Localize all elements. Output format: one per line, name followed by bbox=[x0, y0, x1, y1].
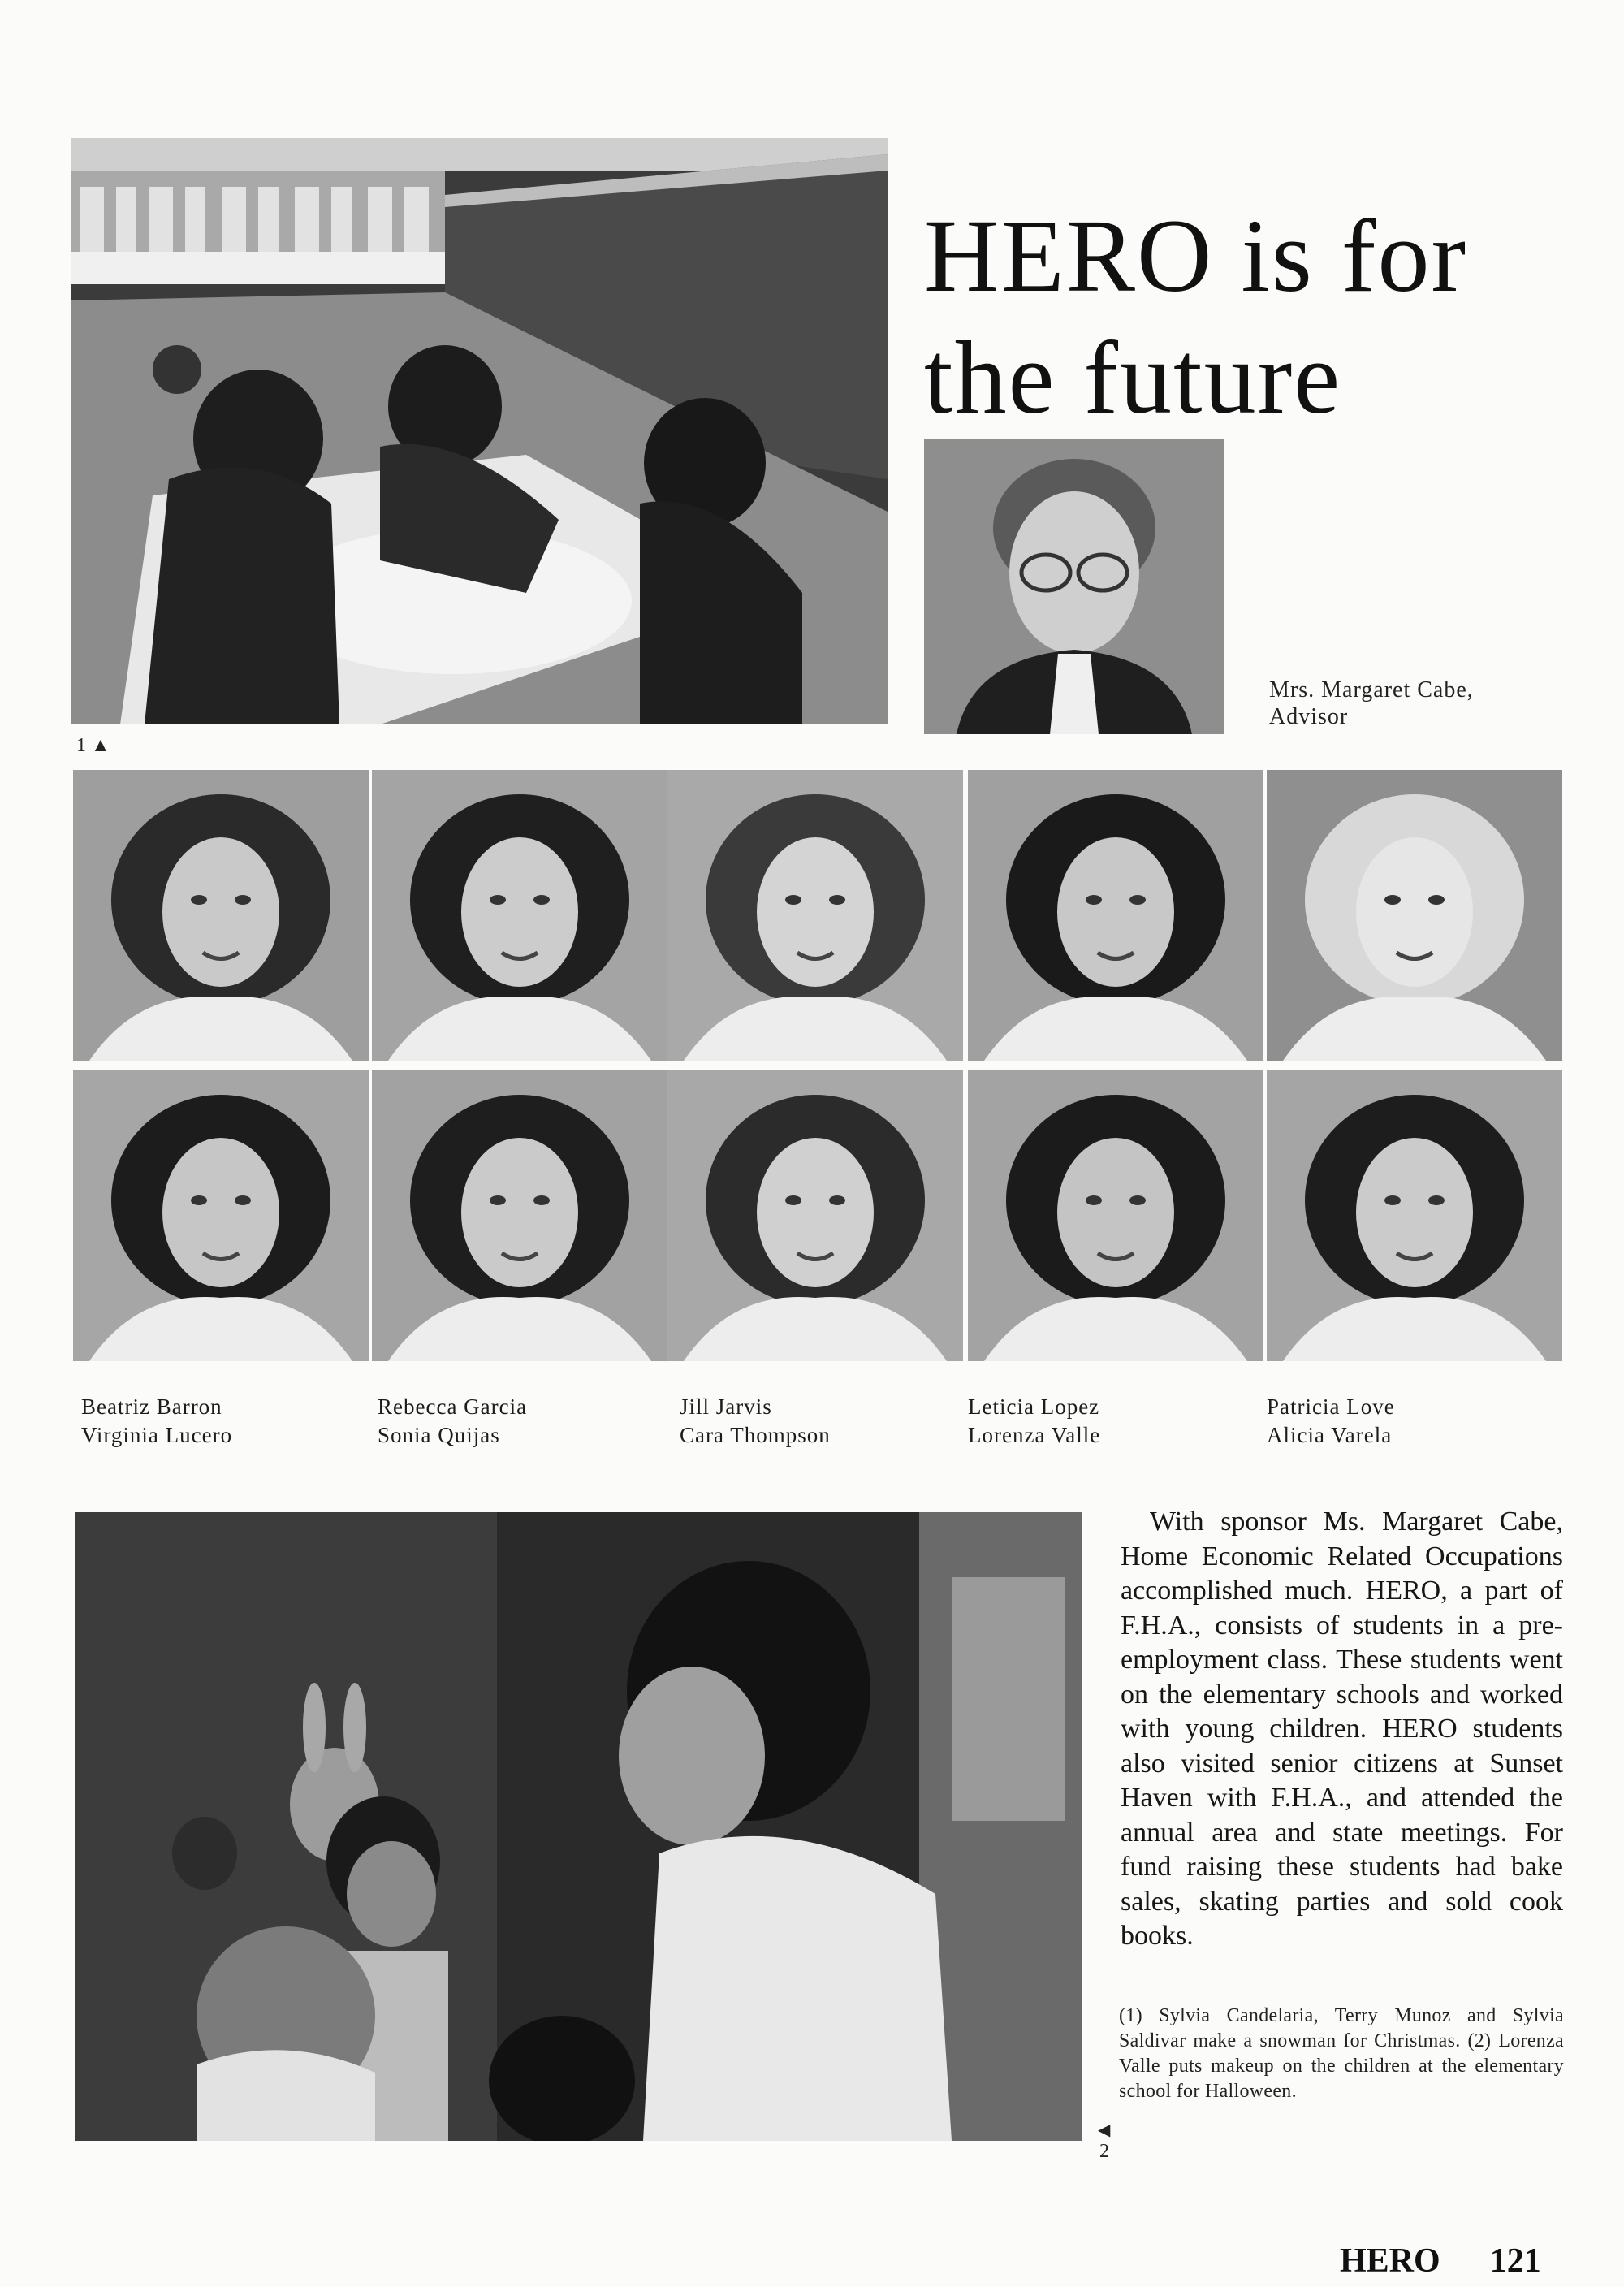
student-portrait bbox=[372, 770, 667, 1061]
portrait-grid bbox=[73, 770, 1564, 1361]
page-title: HERO is for the future bbox=[924, 198, 1468, 435]
halloween-photo bbox=[75, 1512, 1082, 2141]
name-column-3 bbox=[680, 1393, 956, 1450]
article-body: With sponsor Ms. Margaret Cabe, Home Economic Related Occupations accomplished much. HERO, a part of F.H.A., consists of students in a pre-employment class. These students went on the elementary schools and worked with young children. HERO students also visited senior citizens at Sunset Haven with F.H.A., and attended the annual area and state meetings. For fund raising these students had bake sales, skating parties and sold cook books. bbox=[1121, 1507, 1563, 1951]
student-portrait bbox=[73, 1070, 369, 1361]
student-portrait bbox=[667, 770, 963, 1061]
page-footer bbox=[1340, 2242, 1583, 2281]
student-portrait bbox=[1267, 770, 1562, 1061]
name-top: Rebecca Garcia bbox=[378, 1394, 528, 1419]
classroom-photo bbox=[71, 138, 888, 724]
student-portrait bbox=[968, 770, 1263, 1061]
name-list bbox=[81, 1393, 1559, 1458]
advisor-caption: Mrs. Margaret Cabe, Advisor bbox=[1269, 677, 1474, 729]
name-column-1 bbox=[81, 1393, 357, 1450]
name-column-2 bbox=[378, 1393, 654, 1450]
page-number: 121 bbox=[1489, 2242, 1541, 2280]
student-portrait bbox=[372, 1070, 667, 1361]
name-top: Jill Jarvis bbox=[680, 1394, 772, 1419]
name-bottom: Cara Thompson bbox=[680, 1423, 831, 1447]
student-portrait bbox=[968, 1070, 1263, 1361]
student-portrait bbox=[73, 770, 369, 1061]
student-portrait bbox=[1267, 1070, 1562, 1361]
footer-section: HERO bbox=[1340, 2242, 1440, 2280]
name-top: Patricia Love bbox=[1267, 1394, 1395, 1419]
photo-2-number: 2 bbox=[1099, 2141, 1109, 2162]
name-column-5 bbox=[1267, 1393, 1543, 1450]
name-bottom: Alicia Varela bbox=[1267, 1423, 1393, 1447]
name-column-4 bbox=[968, 1393, 1244, 1450]
photo-1-number: 1 ▲ bbox=[76, 735, 110, 756]
advisor-portrait bbox=[924, 439, 1224, 734]
name-top: Leticia Lopez bbox=[968, 1394, 1100, 1419]
name-bottom: Sonia Quijas bbox=[378, 1423, 500, 1447]
name-bottom: Lorenza Valle bbox=[968, 1423, 1101, 1447]
student-portrait bbox=[667, 1070, 963, 1361]
name-bottom: Virginia Lucero bbox=[81, 1423, 233, 1447]
name-top: Beatriz Barron bbox=[81, 1394, 222, 1419]
photo-2-arrow: ◀ bbox=[1098, 2121, 1111, 2139]
photo-caption: (1) Sylvia Candelaria, Terry Munoz and Sylvia Saldivar make a snowman for Christmas. (2) Lorenza Valle puts makeup on the children at the elementary school for Halloween. bbox=[1119, 2005, 1564, 2102]
